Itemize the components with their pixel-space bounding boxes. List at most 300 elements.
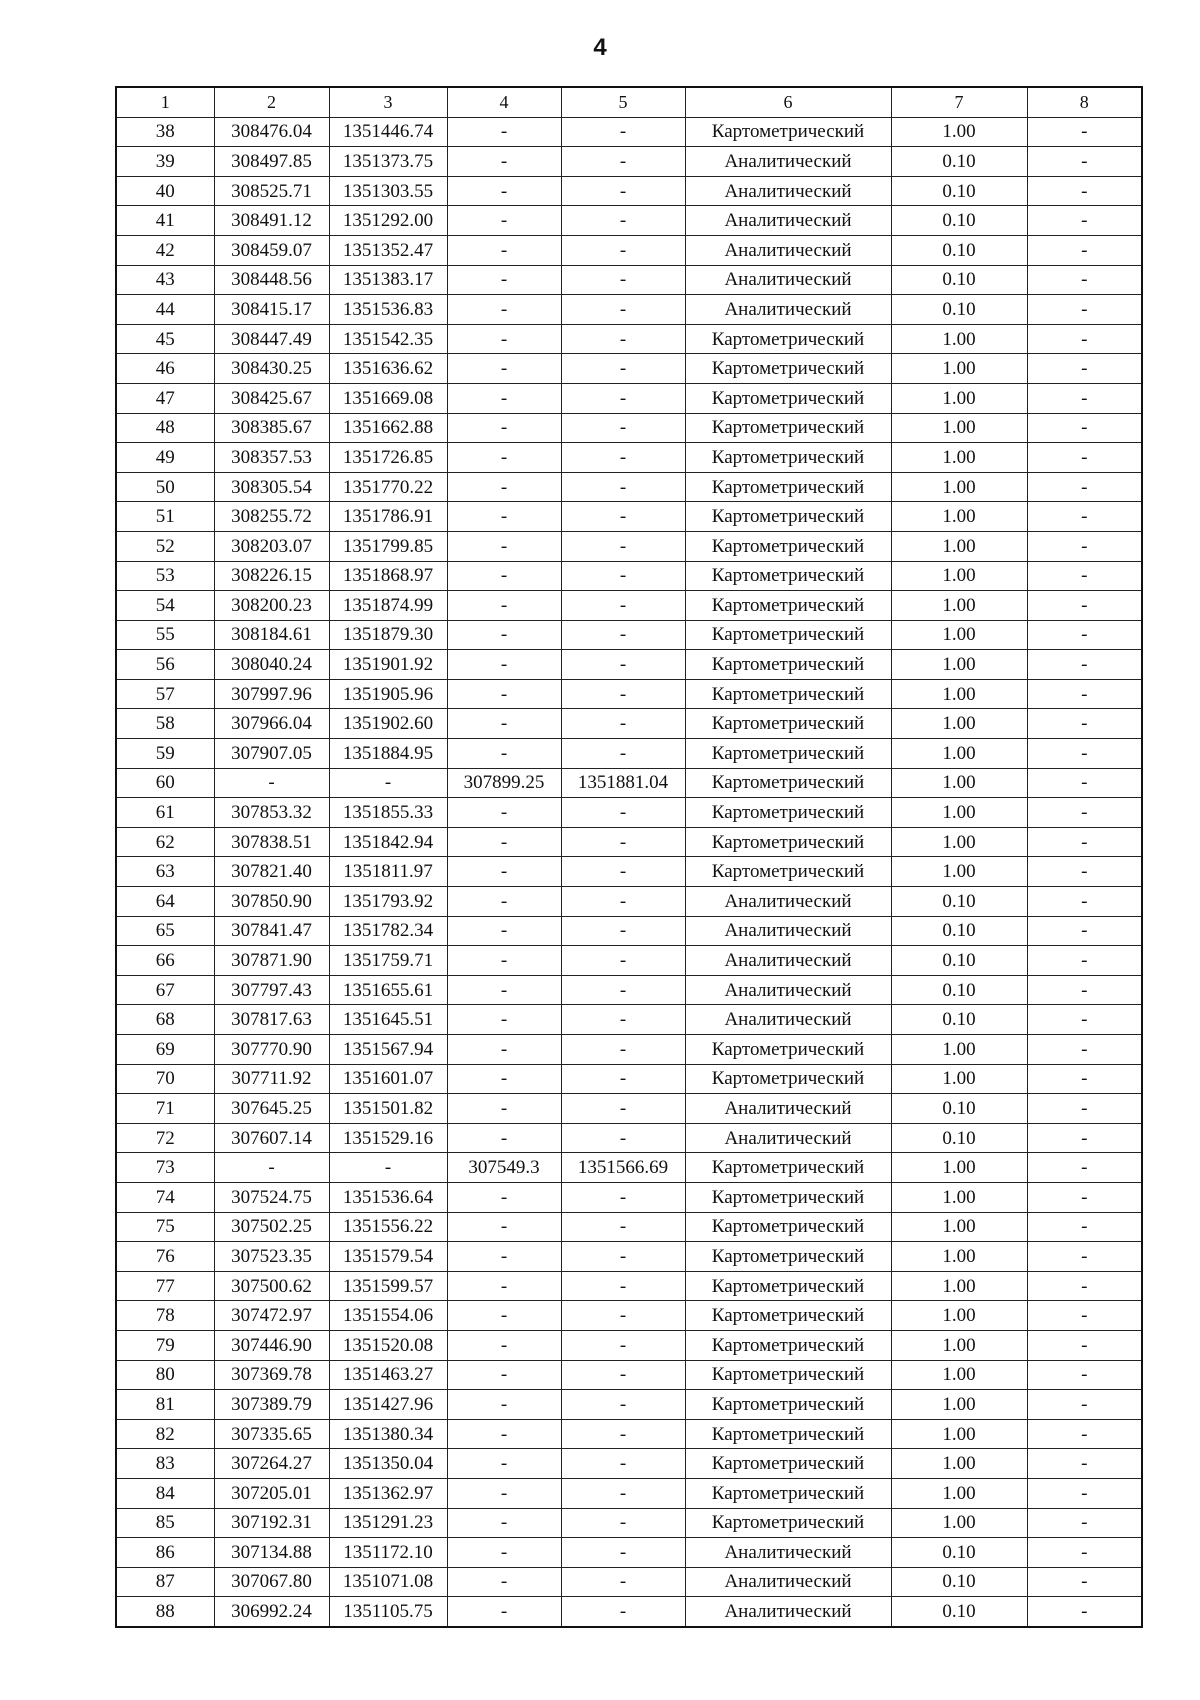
x-coordinate-cell: 308226.15 [214,561,329,591]
note-cell: - [1027,1035,1142,1065]
table-row [116,147,1142,177]
y-coordinate-cell: 1351905.96 [329,679,447,709]
accuracy-cell: 1.00 [891,1478,1027,1508]
method-cell: Картометрический [685,1419,891,1449]
y-coordinate-cell: 1351567.94 [329,1035,447,1065]
y-coordinate-cell: 1351556.22 [329,1212,447,1242]
point-number-cell: 80 [116,1360,214,1390]
x-coordinate-cell: 308255.72 [214,502,329,532]
accuracy-cell: 1.00 [891,1035,1027,1065]
method-cell: Картометрический [685,650,891,680]
y-coordinate-cell: 1351536.83 [329,295,447,325]
y-new-coordinate-cell: - [561,176,685,206]
accuracy-cell: 1.00 [891,502,1027,532]
table-row [116,650,1142,680]
x-new-coordinate-cell: - [447,354,561,384]
y-new-coordinate-cell: - [561,295,685,325]
x-new-coordinate-cell: - [447,383,561,413]
accuracy-cell: 1.00 [891,324,1027,354]
method-cell: Картометрический [685,502,891,532]
y-new-coordinate-cell: - [561,265,685,295]
x-coordinate-cell: 307192.31 [214,1508,329,1538]
point-number-cell: 49 [116,443,214,473]
y-new-coordinate-cell: - [561,443,685,473]
table-row [116,1035,1142,1065]
x-coordinate-cell: 307645.25 [214,1094,329,1124]
x-new-coordinate-cell: - [447,265,561,295]
x-new-coordinate-cell: - [447,1478,561,1508]
y-coordinate-cell: 1351599.57 [329,1271,447,1301]
x-coordinate-cell: 307853.32 [214,798,329,828]
accuracy-cell: 1.00 [891,1419,1027,1449]
y-new-coordinate-cell: - [561,946,685,976]
x-coordinate-cell: 308415.17 [214,295,329,325]
note-cell: - [1027,1123,1142,1153]
note-cell: - [1027,975,1142,1005]
column-header: 3 [329,87,447,117]
method-cell: Картометрический [685,1508,891,1538]
y-new-coordinate-cell: - [561,591,685,621]
table-row [116,1064,1142,1094]
x-coordinate-cell: 308305.54 [214,472,329,502]
y-new-coordinate-cell: - [561,147,685,177]
point-number-cell: 75 [116,1212,214,1242]
x-new-coordinate-cell: - [447,887,561,917]
y-new-coordinate-cell: - [561,975,685,1005]
x-new-coordinate-cell: - [447,1005,561,1035]
y-new-coordinate-cell: - [561,354,685,384]
y-coordinate-cell: 1351855.33 [329,798,447,828]
x-coordinate-cell: 307500.62 [214,1271,329,1301]
table-row [116,857,1142,887]
table-row [116,383,1142,413]
table-row [116,117,1142,147]
point-number-cell: 66 [116,946,214,976]
accuracy-cell: 1.00 [891,620,1027,650]
table-row [116,1330,1142,1360]
point-number-cell: 61 [116,798,214,828]
accuracy-cell: 1.00 [891,1212,1027,1242]
accuracy-cell: 0.10 [891,916,1027,946]
y-coordinate-cell: 1351868.97 [329,561,447,591]
note-cell: - [1027,679,1142,709]
method-cell: Картометрический [685,561,891,591]
x-coordinate-cell: - [214,1153,329,1183]
point-number-cell: 55 [116,620,214,650]
note-cell: - [1027,798,1142,828]
y-coordinate-cell: 1351554.06 [329,1301,447,1331]
x-new-coordinate-cell: - [447,827,561,857]
accuracy-cell: 0.10 [891,887,1027,917]
y-new-coordinate-cell: 1351566.69 [561,1153,685,1183]
x-new-coordinate-cell: - [447,1035,561,1065]
y-new-coordinate-cell: - [561,857,685,887]
note-cell: - [1027,413,1142,443]
note-cell: - [1027,265,1142,295]
method-cell: Картометрический [685,1182,891,1212]
point-number-cell: 68 [116,1005,214,1035]
y-new-coordinate-cell: - [561,472,685,502]
y-coordinate-cell: 1351362.97 [329,1478,447,1508]
method-cell: Картометрический [685,324,891,354]
y-coordinate-cell: 1351172.10 [329,1538,447,1568]
method-cell: Картометрический [685,591,891,621]
note-cell: - [1027,1390,1142,1420]
accuracy-cell: 1.00 [891,1301,1027,1331]
y-new-coordinate-cell: - [561,1478,685,1508]
y-coordinate-cell: 1351655.61 [329,975,447,1005]
table-row [116,354,1142,384]
accuracy-cell: 0.10 [891,1597,1027,1627]
note-cell: - [1027,147,1142,177]
point-number-cell: 43 [116,265,214,295]
y-coordinate-cell: 1351793.92 [329,887,447,917]
y-coordinate-cell: 1351105.75 [329,1597,447,1627]
method-cell: Аналитический [685,887,891,917]
table-row [116,827,1142,857]
y-new-coordinate-cell: - [561,1538,685,1568]
y-coordinate-cell: 1351350.04 [329,1449,447,1479]
table-row [116,502,1142,532]
table-row [116,1449,1142,1479]
x-new-coordinate-cell: - [447,1419,561,1449]
y-new-coordinate-cell: - [561,1094,685,1124]
y-coordinate-cell: 1351601.07 [329,1064,447,1094]
x-new-coordinate-cell: - [447,798,561,828]
table-row [116,739,1142,769]
y-coordinate-cell: 1351446.74 [329,117,447,147]
note-cell: - [1027,1242,1142,1272]
point-number-cell: 56 [116,650,214,680]
note-cell: - [1027,946,1142,976]
x-coordinate-cell: 308476.04 [214,117,329,147]
y-new-coordinate-cell: - [561,1123,685,1153]
y-new-coordinate-cell: - [561,1419,685,1449]
y-coordinate-cell: 1351383.17 [329,265,447,295]
x-coordinate-cell: 307335.65 [214,1419,329,1449]
note-cell: - [1027,117,1142,147]
x-new-coordinate-cell: - [447,709,561,739]
x-new-coordinate-cell: - [447,1597,561,1627]
y-coordinate-cell: 1351662.88 [329,413,447,443]
x-new-coordinate-cell: - [447,620,561,650]
method-cell: Аналитический [685,1005,891,1035]
accuracy-cell: 1.00 [891,117,1027,147]
table-row [116,1597,1142,1627]
note-cell: - [1027,354,1142,384]
y-new-coordinate-cell: - [561,1449,685,1479]
y-new-coordinate-cell: - [561,827,685,857]
note-cell: - [1027,1182,1142,1212]
accuracy-cell: 0.10 [891,975,1027,1005]
x-coordinate-cell: 307523.35 [214,1242,329,1272]
y-coordinate-cell: 1351352.47 [329,235,447,265]
y-coordinate-cell: 1351669.08 [329,383,447,413]
table-row [116,679,1142,709]
column-header: 1 [116,87,214,117]
y-new-coordinate-cell: - [561,1212,685,1242]
x-coordinate-cell: 308385.67 [214,413,329,443]
note-cell: - [1027,857,1142,887]
x-coordinate-cell: 307850.90 [214,887,329,917]
accuracy-cell: 1.00 [891,1390,1027,1420]
x-coordinate-cell: 307134.88 [214,1538,329,1568]
note-cell: - [1027,1271,1142,1301]
point-number-cell: 74 [116,1182,214,1212]
method-cell: Картометрический [685,798,891,828]
table-row [116,768,1142,798]
y-coordinate-cell: 1351782.34 [329,916,447,946]
point-number-cell: 67 [116,975,214,1005]
note-cell: - [1027,768,1142,798]
point-number-cell: 86 [116,1538,214,1568]
point-number-cell: 62 [116,827,214,857]
accuracy-cell: 1.00 [891,1153,1027,1183]
point-number-cell: 81 [116,1390,214,1420]
x-coordinate-cell: 308430.25 [214,354,329,384]
y-coordinate-cell: 1351759.71 [329,946,447,976]
method-cell: Картометрический [685,679,891,709]
point-number-cell: 77 [116,1271,214,1301]
accuracy-cell: 1.00 [891,1360,1027,1390]
y-new-coordinate-cell: - [561,383,685,413]
accuracy-cell: 0.10 [891,946,1027,976]
note-cell: - [1027,383,1142,413]
y-new-coordinate-cell: - [561,887,685,917]
point-number-cell: 73 [116,1153,214,1183]
x-new-coordinate-cell: - [447,1508,561,1538]
column-header: 8 [1027,87,1142,117]
accuracy-cell: 1.00 [891,739,1027,769]
x-new-coordinate-cell: - [447,1212,561,1242]
x-new-coordinate-cell: - [447,975,561,1005]
point-number-cell: 47 [116,383,214,413]
y-new-coordinate-cell: 1351881.04 [561,768,685,798]
x-new-coordinate-cell: - [447,1390,561,1420]
x-coordinate-cell: 307770.90 [214,1035,329,1065]
accuracy-cell: 0.10 [891,295,1027,325]
y-coordinate-cell: 1351542.35 [329,324,447,354]
note-cell: - [1027,1153,1142,1183]
x-coordinate-cell: 307871.90 [214,946,329,976]
y-new-coordinate-cell: - [561,561,685,591]
point-number-cell: 63 [116,857,214,887]
point-number-cell: 54 [116,591,214,621]
method-cell: Аналитический [685,235,891,265]
y-coordinate-cell: 1351811.97 [329,857,447,887]
table-row [116,1242,1142,1272]
point-number-cell: 51 [116,502,214,532]
x-coordinate-cell: 307841.47 [214,916,329,946]
x-coordinate-cell: 307067.80 [214,1567,329,1597]
table-row [116,295,1142,325]
point-number-cell: 85 [116,1508,214,1538]
x-coordinate-cell: 308357.53 [214,443,329,473]
accuracy-cell: 1.00 [891,531,1027,561]
x-coordinate-cell: 308203.07 [214,531,329,561]
accuracy-cell: 1.00 [891,679,1027,709]
point-number-cell: 57 [116,679,214,709]
accuracy-cell: 1.00 [891,1182,1027,1212]
method-cell: Аналитический [685,265,891,295]
method-cell: Аналитический [685,1567,891,1597]
column-header: 6 [685,87,891,117]
x-coordinate-cell: 307205.01 [214,1478,329,1508]
method-cell: Картометрический [685,1242,891,1272]
method-cell: Аналитический [685,295,891,325]
y-new-coordinate-cell: - [561,1508,685,1538]
y-coordinate-cell: 1351770.22 [329,472,447,502]
x-new-coordinate-cell: 307549.3 [447,1153,561,1183]
method-cell: Картометрический [685,1212,891,1242]
coordinates-table [115,86,1143,1628]
header-row [116,87,1142,117]
note-cell: - [1027,827,1142,857]
x-coordinate-cell: 307997.96 [214,679,329,709]
note-cell: - [1027,531,1142,561]
point-number-cell: 76 [116,1242,214,1272]
page-number: 4 [593,34,607,61]
accuracy-cell: 0.10 [891,147,1027,177]
table-row [116,709,1142,739]
y-new-coordinate-cell: - [561,235,685,265]
y-coordinate-cell: 1351799.85 [329,531,447,561]
accuracy-cell: 0.10 [891,176,1027,206]
y-new-coordinate-cell: - [561,709,685,739]
table-row [116,1094,1142,1124]
method-cell: Аналитический [685,1094,891,1124]
table-row [116,591,1142,621]
y-coordinate-cell: 1351874.99 [329,591,447,621]
x-coordinate-cell: 308447.49 [214,324,329,354]
y-coordinate-cell: 1351901.92 [329,650,447,680]
point-number-cell: 40 [116,176,214,206]
point-number-cell: 53 [116,561,214,591]
point-number-cell: 79 [116,1330,214,1360]
note-cell: - [1027,502,1142,532]
x-coordinate-cell: 307838.51 [214,827,329,857]
x-coordinate-cell: 307389.79 [214,1390,329,1420]
point-number-cell: 64 [116,887,214,917]
table-row [116,1153,1142,1183]
point-number-cell: 42 [116,235,214,265]
accuracy-cell: 1.00 [891,354,1027,384]
method-cell: Картометрический [685,413,891,443]
method-cell: Картометрический [685,827,891,857]
point-number-cell: 59 [116,739,214,769]
x-coordinate-cell: 308425.67 [214,383,329,413]
method-cell: Аналитический [685,206,891,236]
x-new-coordinate-cell: - [447,147,561,177]
x-coordinate-cell: 308497.85 [214,147,329,177]
table-row [116,443,1142,473]
method-cell: Картометрический [685,443,891,473]
y-coordinate-cell: 1351879.30 [329,620,447,650]
note-cell: - [1027,1538,1142,1568]
note-cell: - [1027,1419,1142,1449]
table-body [116,117,1142,1627]
y-coordinate-cell: 1351884.95 [329,739,447,769]
point-number-cell: 78 [116,1301,214,1331]
y-coordinate-cell: 1351501.82 [329,1094,447,1124]
accuracy-cell: 1.00 [891,1508,1027,1538]
table-row [116,531,1142,561]
x-new-coordinate-cell: - [447,206,561,236]
x-coordinate-cell: 307817.63 [214,1005,329,1035]
note-cell: - [1027,887,1142,917]
table-row [116,1212,1142,1242]
y-coordinate-cell: 1351902.60 [329,709,447,739]
accuracy-cell: 1.00 [891,472,1027,502]
table-row [116,946,1142,976]
method-cell: Аналитический [685,946,891,976]
method-cell: Картометрический [685,1064,891,1094]
point-number-cell: 69 [116,1035,214,1065]
table-row [116,176,1142,206]
note-cell: - [1027,620,1142,650]
x-coordinate-cell: 308184.61 [214,620,329,650]
y-coordinate-cell: - [329,768,447,798]
table-row [116,413,1142,443]
x-new-coordinate-cell: - [447,650,561,680]
x-new-coordinate-cell: - [447,679,561,709]
method-cell: Картометрический [685,620,891,650]
note-cell: - [1027,235,1142,265]
y-new-coordinate-cell: - [561,679,685,709]
note-cell: - [1027,709,1142,739]
point-number-cell: 60 [116,768,214,798]
accuracy-cell: 1.00 [891,650,1027,680]
x-new-coordinate-cell: - [447,1360,561,1390]
x-coordinate-cell: 307472.97 [214,1301,329,1331]
table-row [116,265,1142,295]
method-cell: Аналитический [685,916,891,946]
x-new-coordinate-cell: - [447,1064,561,1094]
x-coordinate-cell: 308040.24 [214,650,329,680]
y-coordinate-cell: 1351292.00 [329,206,447,236]
x-new-coordinate-cell: - [447,1301,561,1331]
x-new-coordinate-cell: - [447,857,561,887]
method-cell: Картометрический [685,1360,891,1390]
note-cell: - [1027,1567,1142,1597]
y-new-coordinate-cell: - [561,1301,685,1331]
x-new-coordinate-cell: - [447,443,561,473]
x-coordinate-cell: 306992.24 [214,1597,329,1627]
x-new-coordinate-cell: - [447,531,561,561]
point-number-cell: 38 [116,117,214,147]
x-coordinate-cell: 307711.92 [214,1064,329,1094]
y-coordinate-cell: - [329,1153,447,1183]
accuracy-cell: 1.00 [891,1064,1027,1094]
table-row [116,1508,1142,1538]
table-row [116,1301,1142,1331]
note-cell: - [1027,295,1142,325]
method-cell: Аналитический [685,975,891,1005]
accuracy-cell: 1.00 [891,798,1027,828]
accuracy-cell: 0.10 [891,206,1027,236]
method-cell: Картометрический [685,354,891,384]
x-new-coordinate-cell: - [447,1538,561,1568]
method-cell: Картометрический [685,1301,891,1331]
x-new-coordinate-cell: - [447,1094,561,1124]
y-coordinate-cell: 1351291.23 [329,1508,447,1538]
table-row [116,1478,1142,1508]
table-row [116,1538,1142,1568]
accuracy-cell: 1.00 [891,1271,1027,1301]
point-number-cell: 46 [116,354,214,384]
y-new-coordinate-cell: - [561,1182,685,1212]
note-cell: - [1027,324,1142,354]
